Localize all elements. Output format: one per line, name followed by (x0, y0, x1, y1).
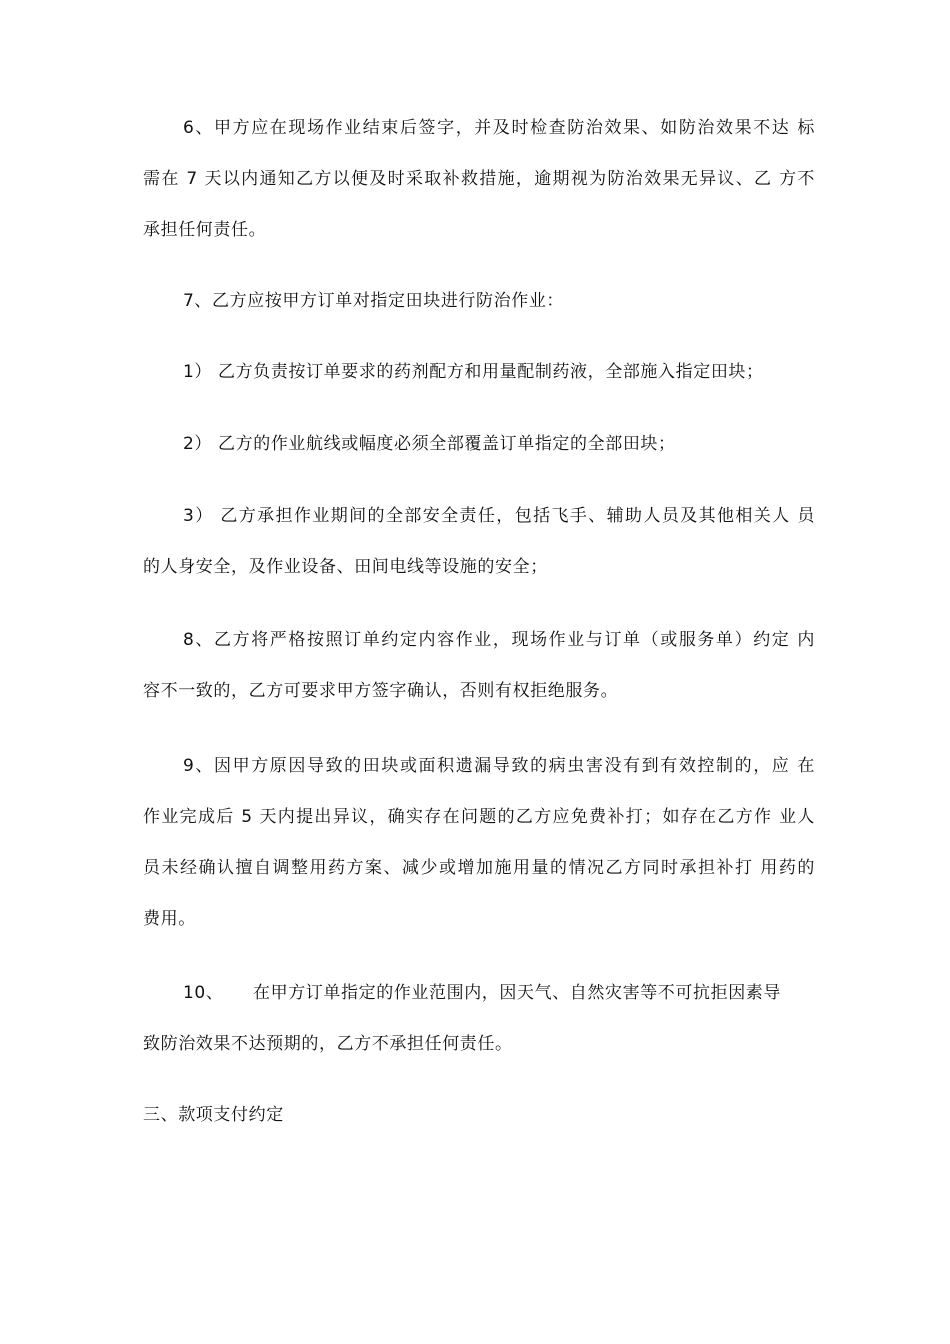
paragraph-9-line-4: 费用。 (143, 909, 196, 929)
section-heading: 三、款项支付约定 (143, 1105, 284, 1125)
paragraph-7-3-line-1: 3） 乙方承担作业期间的全部安全责任，包括飞手、辅助人员及其他相关人 员 (183, 506, 815, 526)
paragraph-10-number: 10、 (183, 983, 224, 1003)
paragraph-6-line-3: 承担任何责任。 (143, 220, 267, 240)
paragraph-8-line-1: 8、乙方将严格按照订单约定内容作业，现场作业与订单（或服务单）约定 内 (183, 630, 815, 650)
paragraph-10-line-1 (183, 981, 815, 1005)
paragraph-10-text: 在甲方订单指定的作业范围内，因天气、自然灾害等不可抗拒因素导 (253, 983, 781, 1003)
paragraph-7-2-line-1: 2） 乙方的作业航线或幅度必须全部覆盖订单指定的全部田块； (183, 434, 676, 454)
paragraph-7-line-1: 7、乙方应按甲方订单对指定田块进行防治作业： (183, 291, 565, 311)
paragraph-7-1-line-1: 1） 乙方负责按订单要求的药剂配方和用量配制药液，全部施入指定田块； (183, 362, 764, 382)
paragraph-6-line-1: 6、甲方应在现场作业结束后签字，并及时检查防治效果、如防治效果不达 标 (183, 118, 815, 138)
paragraph-7-3-line-2: 的人身安全，及作业设备、田间电线等设施的安全； (143, 557, 548, 577)
paragraph-9-line-3: 员未经确认擅自调整用药方案、减少或增加施用量的情况乙方同时承担补打 用药的 (143, 858, 815, 878)
paragraph-9-line-1: 9、因甲方原因导致的田块或面积遗漏导致的病虫害没有到有效控制的，应 在 (183, 756, 815, 776)
paragraph-10-line-2: 致防治效果不达预期的，乙方不承担任何责任。 (143, 1034, 513, 1054)
paragraph-9-line-2: 作业完成后 5 天内提出异议，确实存在问题的乙方应免费补打；如存在乙方作 业人 (143, 807, 815, 827)
paragraph-8-line-2: 容不一致的，乙方可要求甲方签字确认，否则有权拒绝服务。 (143, 681, 619, 701)
paragraph-6-line-2: 需在 7 天以内通知乙方以便及时采取补救措施，逾期视为防治效果无异议、乙 方不 (143, 169, 815, 189)
